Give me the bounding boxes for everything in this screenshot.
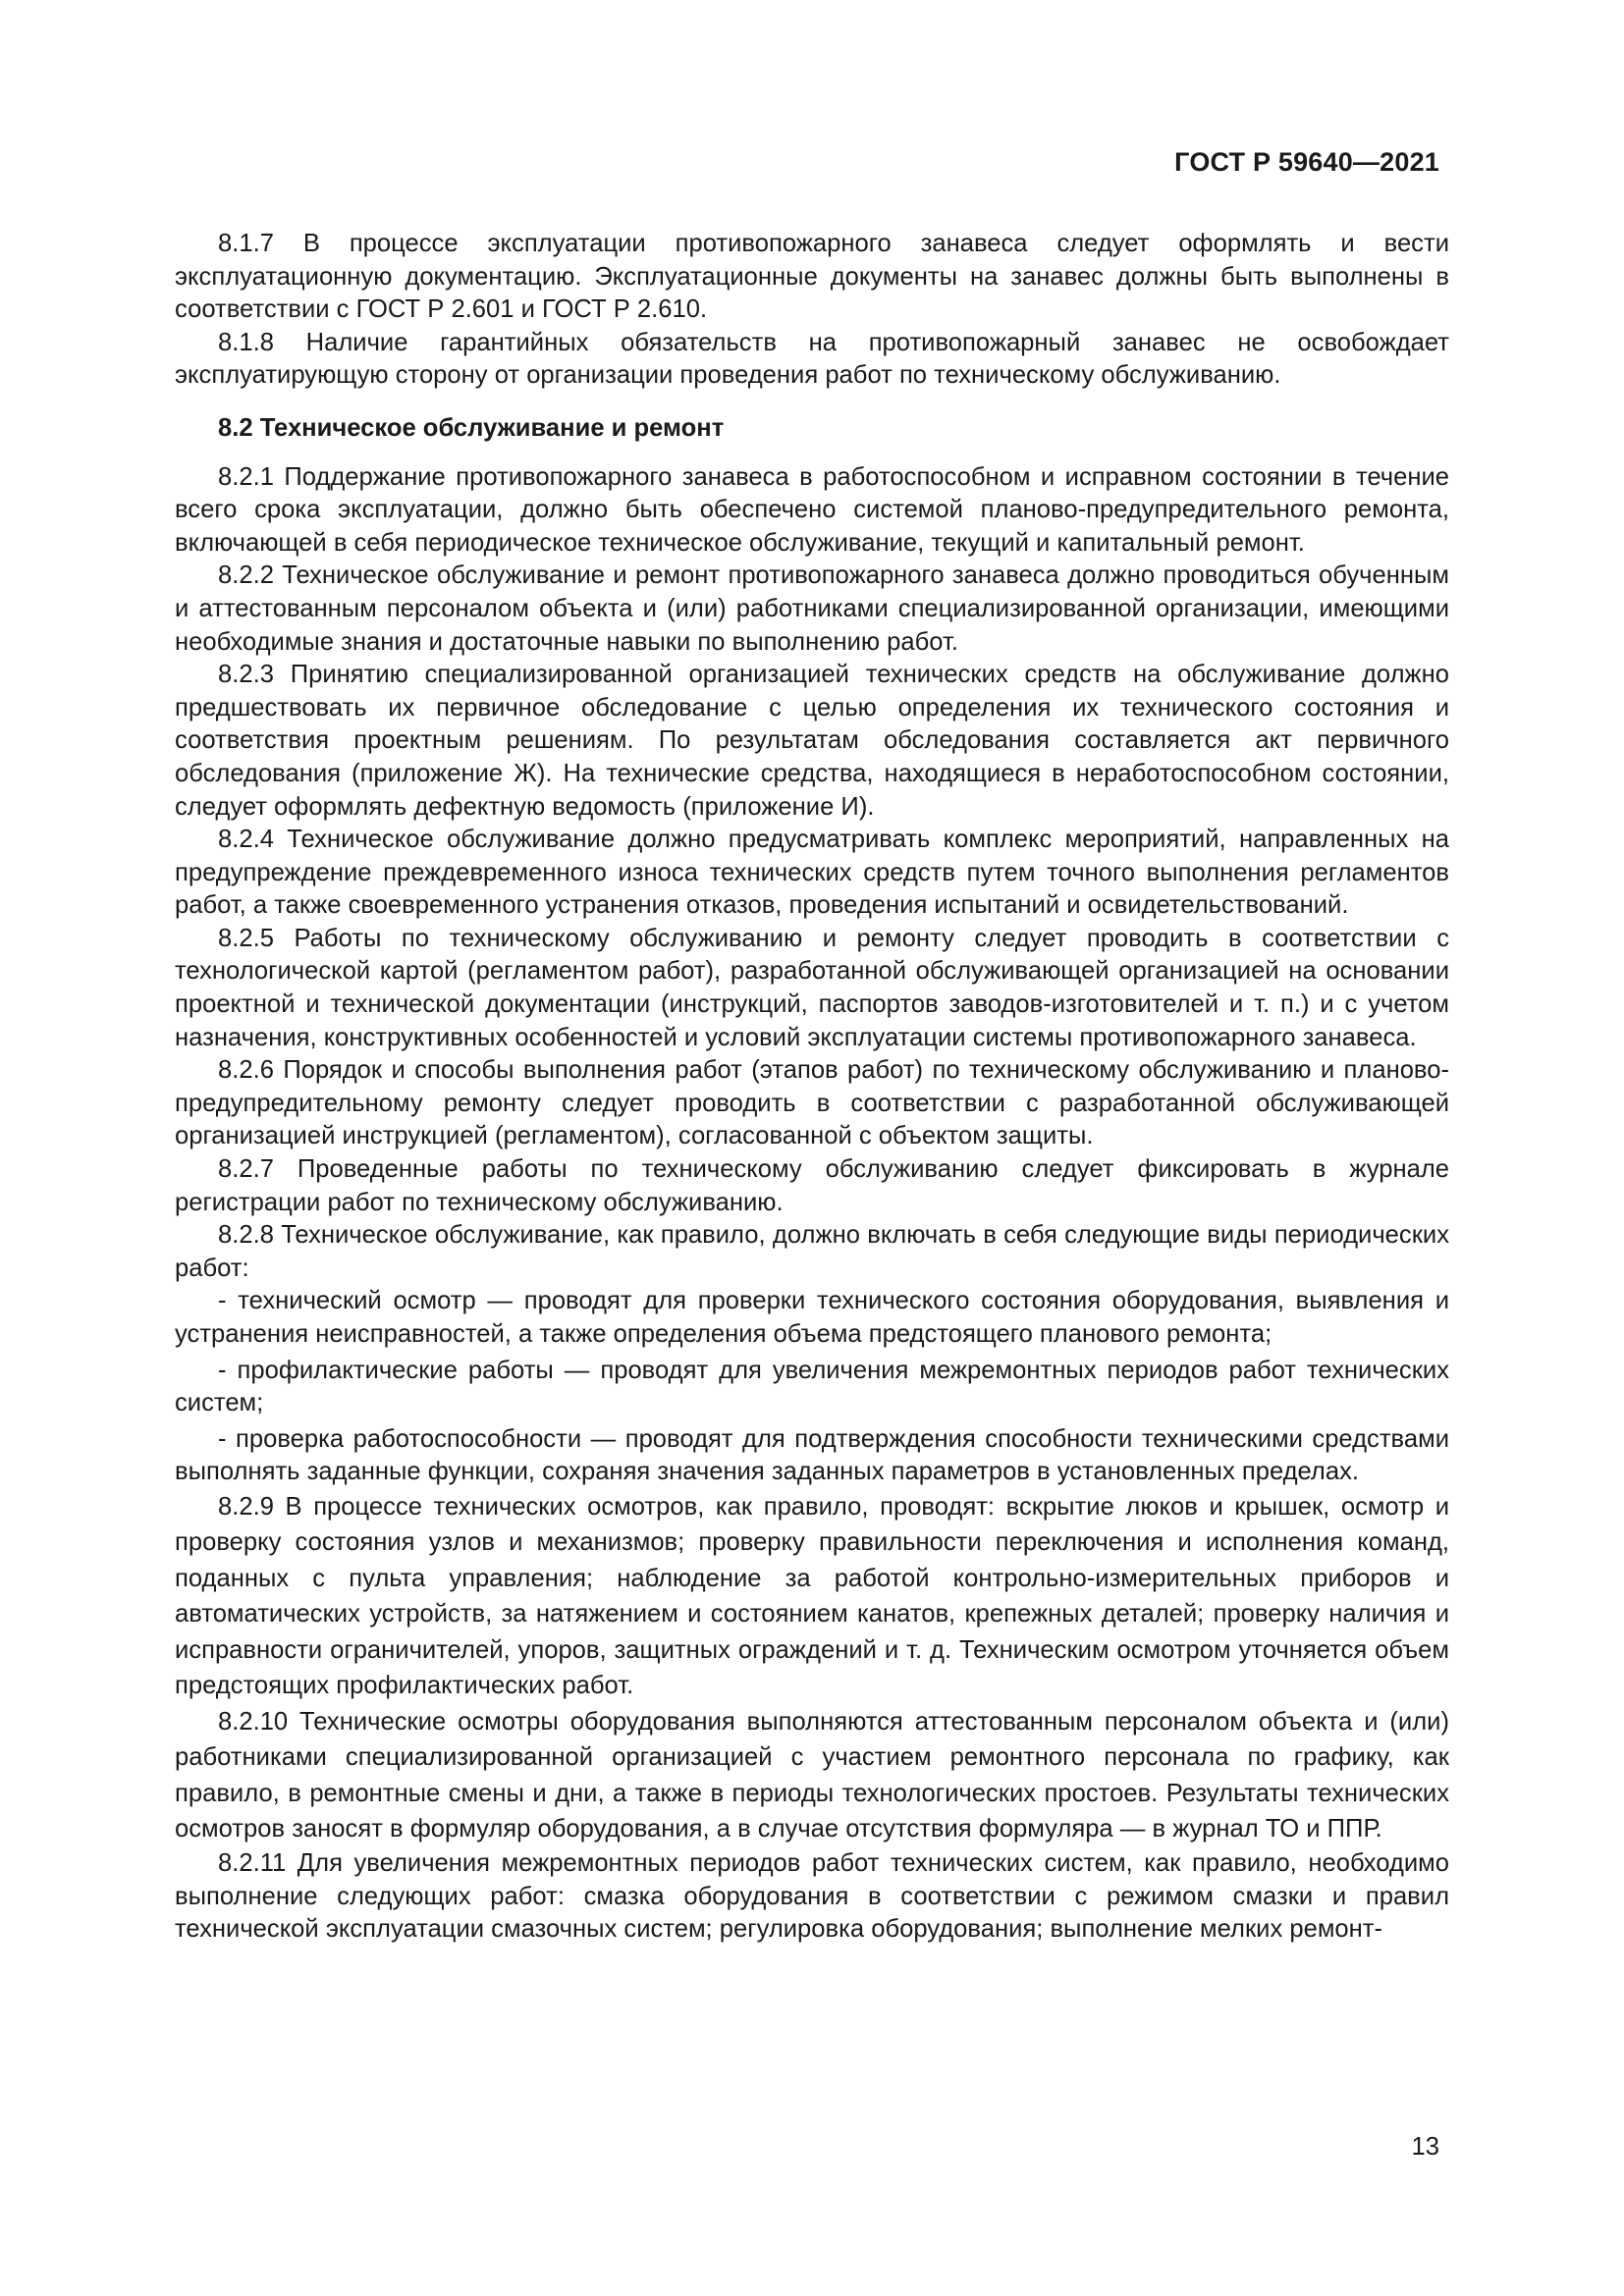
- paragraph-8-2-4: 8.2.4 Техническое обслуживание должно предусматривать комплекс мероприятий, направленных на предупреждение преждевременного износа технических средств путем точного выполнения регламентов работ, а также своевременного устранения отказов, проведения испытаний и освидетельствований.: [175, 826, 1449, 920]
- paragraph-8-2-5: 8.2.5 Работы по техническому обслуживанию и ремонту следует проводить в соответствии с технологической картой (регламентом работ), разработанной обслуживающей организацией на основании проектной и технической документации (инструкций, паспортов заводов-изготовителей и т. п.) и с учетом назначения, конструктивных особенностей и условий эксплуатации системы противопожарного занавеса.: [175, 924, 1449, 1051]
- paragraph-8-2-7: 8.2.7 Проведенные работы по техническому обслуживанию следует фиксировать в журнале регистрации работ по техническому обслуживанию.: [175, 1155, 1449, 1216]
- paragraph-8-1-8: 8.1.8 Наличие гарантийных обязательств на противопожарный занавес не освобождает эксплуатирующую сторону от организации проведения работ по техническому обслуживанию.: [175, 328, 1449, 390]
- paragraph-8-2-1: 8.2.1 Поддержание противопожарного занавеса в работоспособном и исправном состоянии в течение всего срока эксплуатации, должно быть обеспечено системой планово-предупредительного ремонта, включающей в себя периодическое техническое обслуживание, текущий и капитальный ремонт.: [175, 462, 1449, 557]
- paragraph-8-2-2: 8.2.2 Техническое обслуживание и ремонт противопожарного занавеса должно проводиться обученным и аттестованным персоналом объекта и (или) работниками специализированной организации, имеющими необходимые знания и достаточные навыки по выполнению работ.: [175, 561, 1449, 656]
- list-item-operability-check: - проверка работоспособности — проводят для подтверждения способности техническими средствами выполнять заданные функции, сохраняя значения заданных параметров в установленных пределах.: [175, 1424, 1449, 1486]
- list-item-technical-inspection: - технический осмотр — проводят для проверки технического состояния оборудования, выявления и устранения неисправностей, а также определения объема предстоящего планового ремонта;: [175, 1287, 1449, 1348]
- paragraph-8-2-3: 8.2.3 Принятию специализированной организацией технических средств на обслуживание должно предшествовать их первичное обследование с целью определения их технического состояния и соответствия проектным решениям. По результатам обследования составляется акт первичного обследования (приложение Ж). На технические средства, находящиеся в неработоспособном состоянии, следует оформлять дефектную ведомость (приложение И).: [175, 661, 1449, 821]
- paragraph-8-2-8: 8.2.8 Техническое обслуживание, как правило, должно включать в себя следующие виды периодических работ:: [175, 1221, 1449, 1282]
- document-body: [175, 228, 1449, 1947]
- list-item-preventive-works: - профилактические работы — проводят для увеличения межремонтных периодов работ технических систем;: [175, 1356, 1449, 1417]
- paragraph-8-2-11: 8.2.11 Для увеличения межремонтных периодов работ технических систем, как правило, необходимо выполнение следующих работ: смазка оборудования в соответствии с режимом смазки и правил технической эксплуатации смазочных систем; регулировка оборудования; выполнение мелких ремонт-: [175, 1848, 1449, 1944]
- paragraph-8-2-10: 8.2.10 Технические осмотры оборудования выполняются аттестованным персоналом объекта и (или) работниками специализированной организацией с участием ремонтного персонала по графику, как правило, в ремонтные смены и дни, а также в периоды технологических простоев. Результаты технических осмотров заносят в формуляр оборудования, а в случае отсутствия формуляра — в журнал ТО и ППР.: [175, 1707, 1449, 1843]
- section-heading: 8.2 Техническое обслуживание и ремонт: [218, 413, 725, 442]
- document-id-header: ГОСТ Р 59640—2021: [1174, 147, 1439, 177]
- page-number: 13: [1411, 2133, 1439, 2161]
- paragraph-8-2-6: 8.2.6 Порядок и способы выполнения работ (этапов работ) по техническому обслуживанию и планово-предупредительному ремонту следует проводить в соответствии с разработанной обслуживающей организацией инструкцией (регламентом), согласованной с объектом защиты.: [175, 1056, 1449, 1150]
- paragraph-8-1-7: 8.1.7 В процессе эксплуатации противопожарного занавеса следует оформлять и вести эксплуатационную документацию. Эксплуатационные документы на занавес должны быть выполнены в соответствии с ГОСТ Р 2.601 и ГОСТ Р 2.610.: [175, 230, 1449, 324]
- paragraph-8-2-9: 8.2.9 В процессе технических осмотров, как правило, проводят: вскрытие люков и крышек, осмотр и проверку состояния узлов и механизмов; проверку правильности переключения и исполнения команд, поданных с пульта управления; наблюдение за работой контрольно-измерительных приборов и автоматических устройств, за натяжением и состоянием канатов, крепежных деталей; проверку наличия и исправности ограничителей, упоров, защитных ограждений и т. д. Техническим осмотром уточняется объем предстоящих профилактических работ.: [175, 1492, 1449, 1700]
